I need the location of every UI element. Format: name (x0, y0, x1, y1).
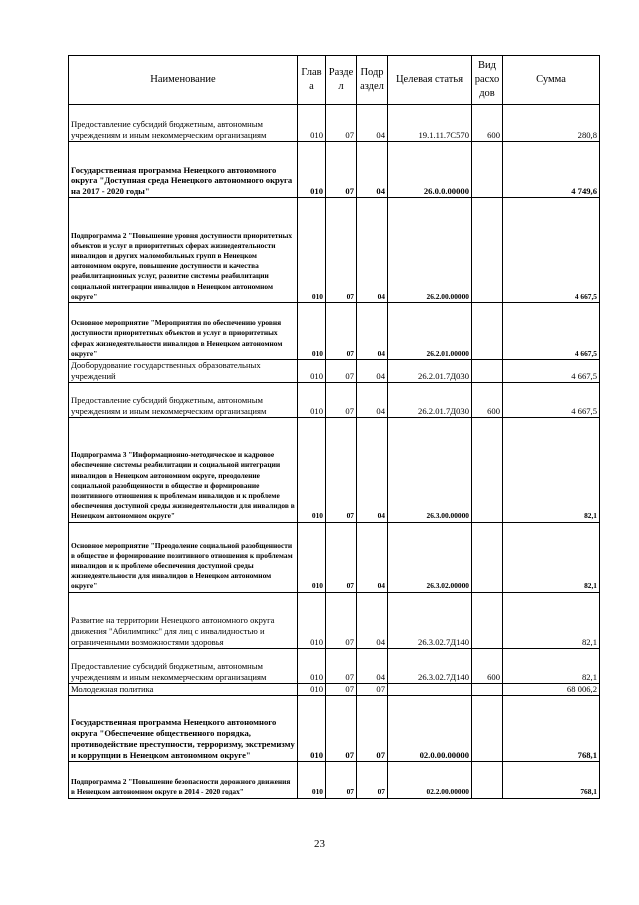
cell-chapter: 010 (298, 303, 326, 360)
cell-target: 26.2.01.7Д030 (388, 360, 472, 383)
cell-name: Дооборудование государственных образовательных учреждений (69, 360, 298, 383)
cell-amount: 280,8 (503, 105, 600, 142)
table-row (69, 198, 600, 303)
cell-target: 26.2.01.00000 (388, 303, 472, 360)
cell-name: Государственная программа Ненецкого автономного округа "Обеспечение общественного порядка, противодействие преступности, терроризму, экстремизму и коррупции в Ненецком автономном округе" (69, 695, 298, 761)
cell-chapter: 010 (298, 142, 326, 198)
table-header-row (69, 56, 600, 105)
header-chapter: Глав а (298, 56, 326, 105)
cell-name: Подпрограмма 2 "Повышение уровня доступности приоритетных объектов и услуг в приоритетных сферах жизнедеятельности инвалидов и других маломобильных групп в Ненецком автономном округе, повышение доступности и качества реабилитационных услуг, развитие системы реабилитации социальной интеграции инвалидов в Ненецком автономном округе" (69, 198, 298, 303)
page-number: 23 (314, 838, 325, 850)
cell-subsection: 04 (357, 303, 388, 360)
cell-section: 07 (326, 142, 357, 198)
cell-target: 19.1.11.7С570 (388, 105, 472, 142)
cell-subsection: 07 (357, 695, 388, 761)
cell-section: 07 (326, 382, 357, 417)
cell-target: 26.3.02.7Д140 (388, 592, 472, 648)
table-row (69, 648, 600, 683)
cell-chapter: 010 (298, 522, 326, 592)
cell-section: 07 (326, 683, 357, 695)
cell-amount: 82,1 (503, 648, 600, 683)
table-row (69, 522, 600, 592)
cell-amount: 4 667,5 (503, 198, 600, 303)
cell-target (388, 683, 472, 695)
cell-subsection: 04 (357, 592, 388, 648)
cell-name: Молодежная политика (69, 683, 298, 695)
cell-target: 26.3.00.00000 (388, 417, 472, 522)
cell-expense-type: 600 (472, 382, 503, 417)
cell-target: 26.3.02.7Д140 (388, 648, 472, 683)
cell-expense-type (472, 522, 503, 592)
cell-expense-type (472, 360, 503, 383)
cell-expense-type: 600 (472, 648, 503, 683)
cell-subsection: 04 (357, 360, 388, 383)
table-row (69, 360, 600, 383)
table-row (69, 303, 600, 360)
cell-name: Развитие на территории Ненецкого автономного округа движения "Абилимпикс" для лиц с инвалидностью и ограниченными возможностями здоровья (69, 592, 298, 648)
cell-chapter: 010 (298, 592, 326, 648)
cell-section: 07 (326, 761, 357, 798)
cell-expense-type (472, 303, 503, 360)
cell-amount: 768,1 (503, 695, 600, 761)
cell-section: 07 (326, 417, 357, 522)
cell-expense-type (472, 695, 503, 761)
cell-subsection: 04 (357, 648, 388, 683)
table-row (69, 695, 600, 761)
cell-expense-type (472, 142, 503, 198)
cell-name: Предоставление субсидий бюджетным, автономным учреждениям и иным некоммерческим организациям (69, 382, 298, 417)
cell-expense-type (472, 683, 503, 695)
cell-target: 02.0.00.00000 (388, 695, 472, 761)
header-expense-type: Вид расхо дов (472, 56, 503, 105)
cell-target: 26.2.01.7Д030 (388, 382, 472, 417)
table-row (69, 683, 600, 695)
cell-expense-type: 600 (472, 105, 503, 142)
table-body (69, 105, 600, 799)
cell-chapter: 010 (298, 382, 326, 417)
cell-section: 07 (326, 592, 357, 648)
cell-amount: 4 667,5 (503, 382, 600, 417)
table-row (69, 142, 600, 198)
cell-expense-type (472, 592, 503, 648)
cell-chapter: 010 (298, 648, 326, 683)
table-row (69, 592, 600, 648)
cell-target: 26.2.00.00000 (388, 198, 472, 303)
cell-target: 26.3.02.00000 (388, 522, 472, 592)
cell-amount: 4 749,6 (503, 142, 600, 198)
cell-section: 07 (326, 648, 357, 683)
table-row (69, 382, 600, 417)
cell-chapter: 010 (298, 761, 326, 798)
cell-section: 07 (326, 360, 357, 383)
cell-chapter: 010 (298, 417, 326, 522)
cell-chapter: 010 (298, 360, 326, 383)
cell-amount: 768,1 (503, 761, 600, 798)
header-name: Наименование (69, 56, 298, 105)
cell-name: Государственная программа Ненецкого автономного округа "Доступная среда Ненецкого автономного округа на 2017 - 2020 годы" (69, 142, 298, 198)
cell-subsection: 04 (357, 105, 388, 142)
header-amount: Сумма (503, 56, 600, 105)
header-section: Разде л (326, 56, 357, 105)
cell-expense-type (472, 198, 503, 303)
cell-amount: 82,1 (503, 522, 600, 592)
table-row (69, 417, 600, 522)
cell-amount: 4 667,5 (503, 303, 600, 360)
cell-expense-type (472, 761, 503, 798)
cell-name: Предоставление субсидий бюджетным, автономным учреждениям и иным некоммерческим организациям (69, 105, 298, 142)
cell-target: 26.0.0.00000 (388, 142, 472, 198)
header-target: Целевая статья (388, 56, 472, 105)
budget-table (68, 55, 600, 799)
table-row (69, 761, 600, 798)
cell-target: 02.2.00.00000 (388, 761, 472, 798)
cell-section: 07 (326, 105, 357, 142)
cell-chapter: 010 (298, 105, 326, 142)
cell-chapter: 010 (298, 198, 326, 303)
table-row (69, 105, 600, 142)
cell-expense-type (472, 417, 503, 522)
cell-name: Подпрограмма 3 "Информационно-методическое и кадровое обеспечение системы реабилитации и социальной интеграции инвалидов в Ненецком автономном округе, преодоление социальной разобщенности в обществе и формирование позитивного отношения к проблемам инвалидов и к проблеме обеспечения доступной среды жизнедеятельности для инвалидов в Ненецком автономном округе" (69, 417, 298, 522)
cell-section: 07 (326, 695, 357, 761)
cell-subsection: 04 (357, 522, 388, 592)
cell-subsection: 04 (357, 382, 388, 417)
cell-section: 07 (326, 198, 357, 303)
cell-chapter: 010 (298, 695, 326, 761)
cell-subsection: 04 (357, 142, 388, 198)
cell-subsection: 07 (357, 761, 388, 798)
cell-amount: 82,1 (503, 592, 600, 648)
cell-amount: 4 667,5 (503, 360, 600, 383)
cell-name: Основное мероприятие "Мероприятия по обеспечению уровня доступности приоритетных объектов и услуг в приоритетных сферах жизнедеятельности инвалидов в Ненецком автономном округе" (69, 303, 298, 360)
header-subsection: Подр аздел (357, 56, 388, 105)
cell-subsection: 04 (357, 417, 388, 522)
cell-name: Основное мероприятие "Преодоление социальной разобщенности в обществе и формирование позитивного отношения к проблемам инвалидов и к проблеме обеспечения доступной среды жизнедеятельности для инвалидов в Ненецком автономном округе" (69, 522, 298, 592)
cell-section: 07 (326, 303, 357, 360)
cell-amount: 68 006,2 (503, 683, 600, 695)
cell-amount: 82,1 (503, 417, 600, 522)
cell-section: 07 (326, 522, 357, 592)
cell-name: Подпрограмма 2 "Повышение безопасности дорожного движения в Ненецком автономном округе в 2014 - 2020 годах" (69, 761, 298, 798)
cell-chapter: 010 (298, 683, 326, 695)
cell-subsection: 07 (357, 683, 388, 695)
cell-name: Предоставление субсидий бюджетным, автономным учреждениям и иным некоммерческим организациям (69, 648, 298, 683)
cell-subsection: 04 (357, 198, 388, 303)
